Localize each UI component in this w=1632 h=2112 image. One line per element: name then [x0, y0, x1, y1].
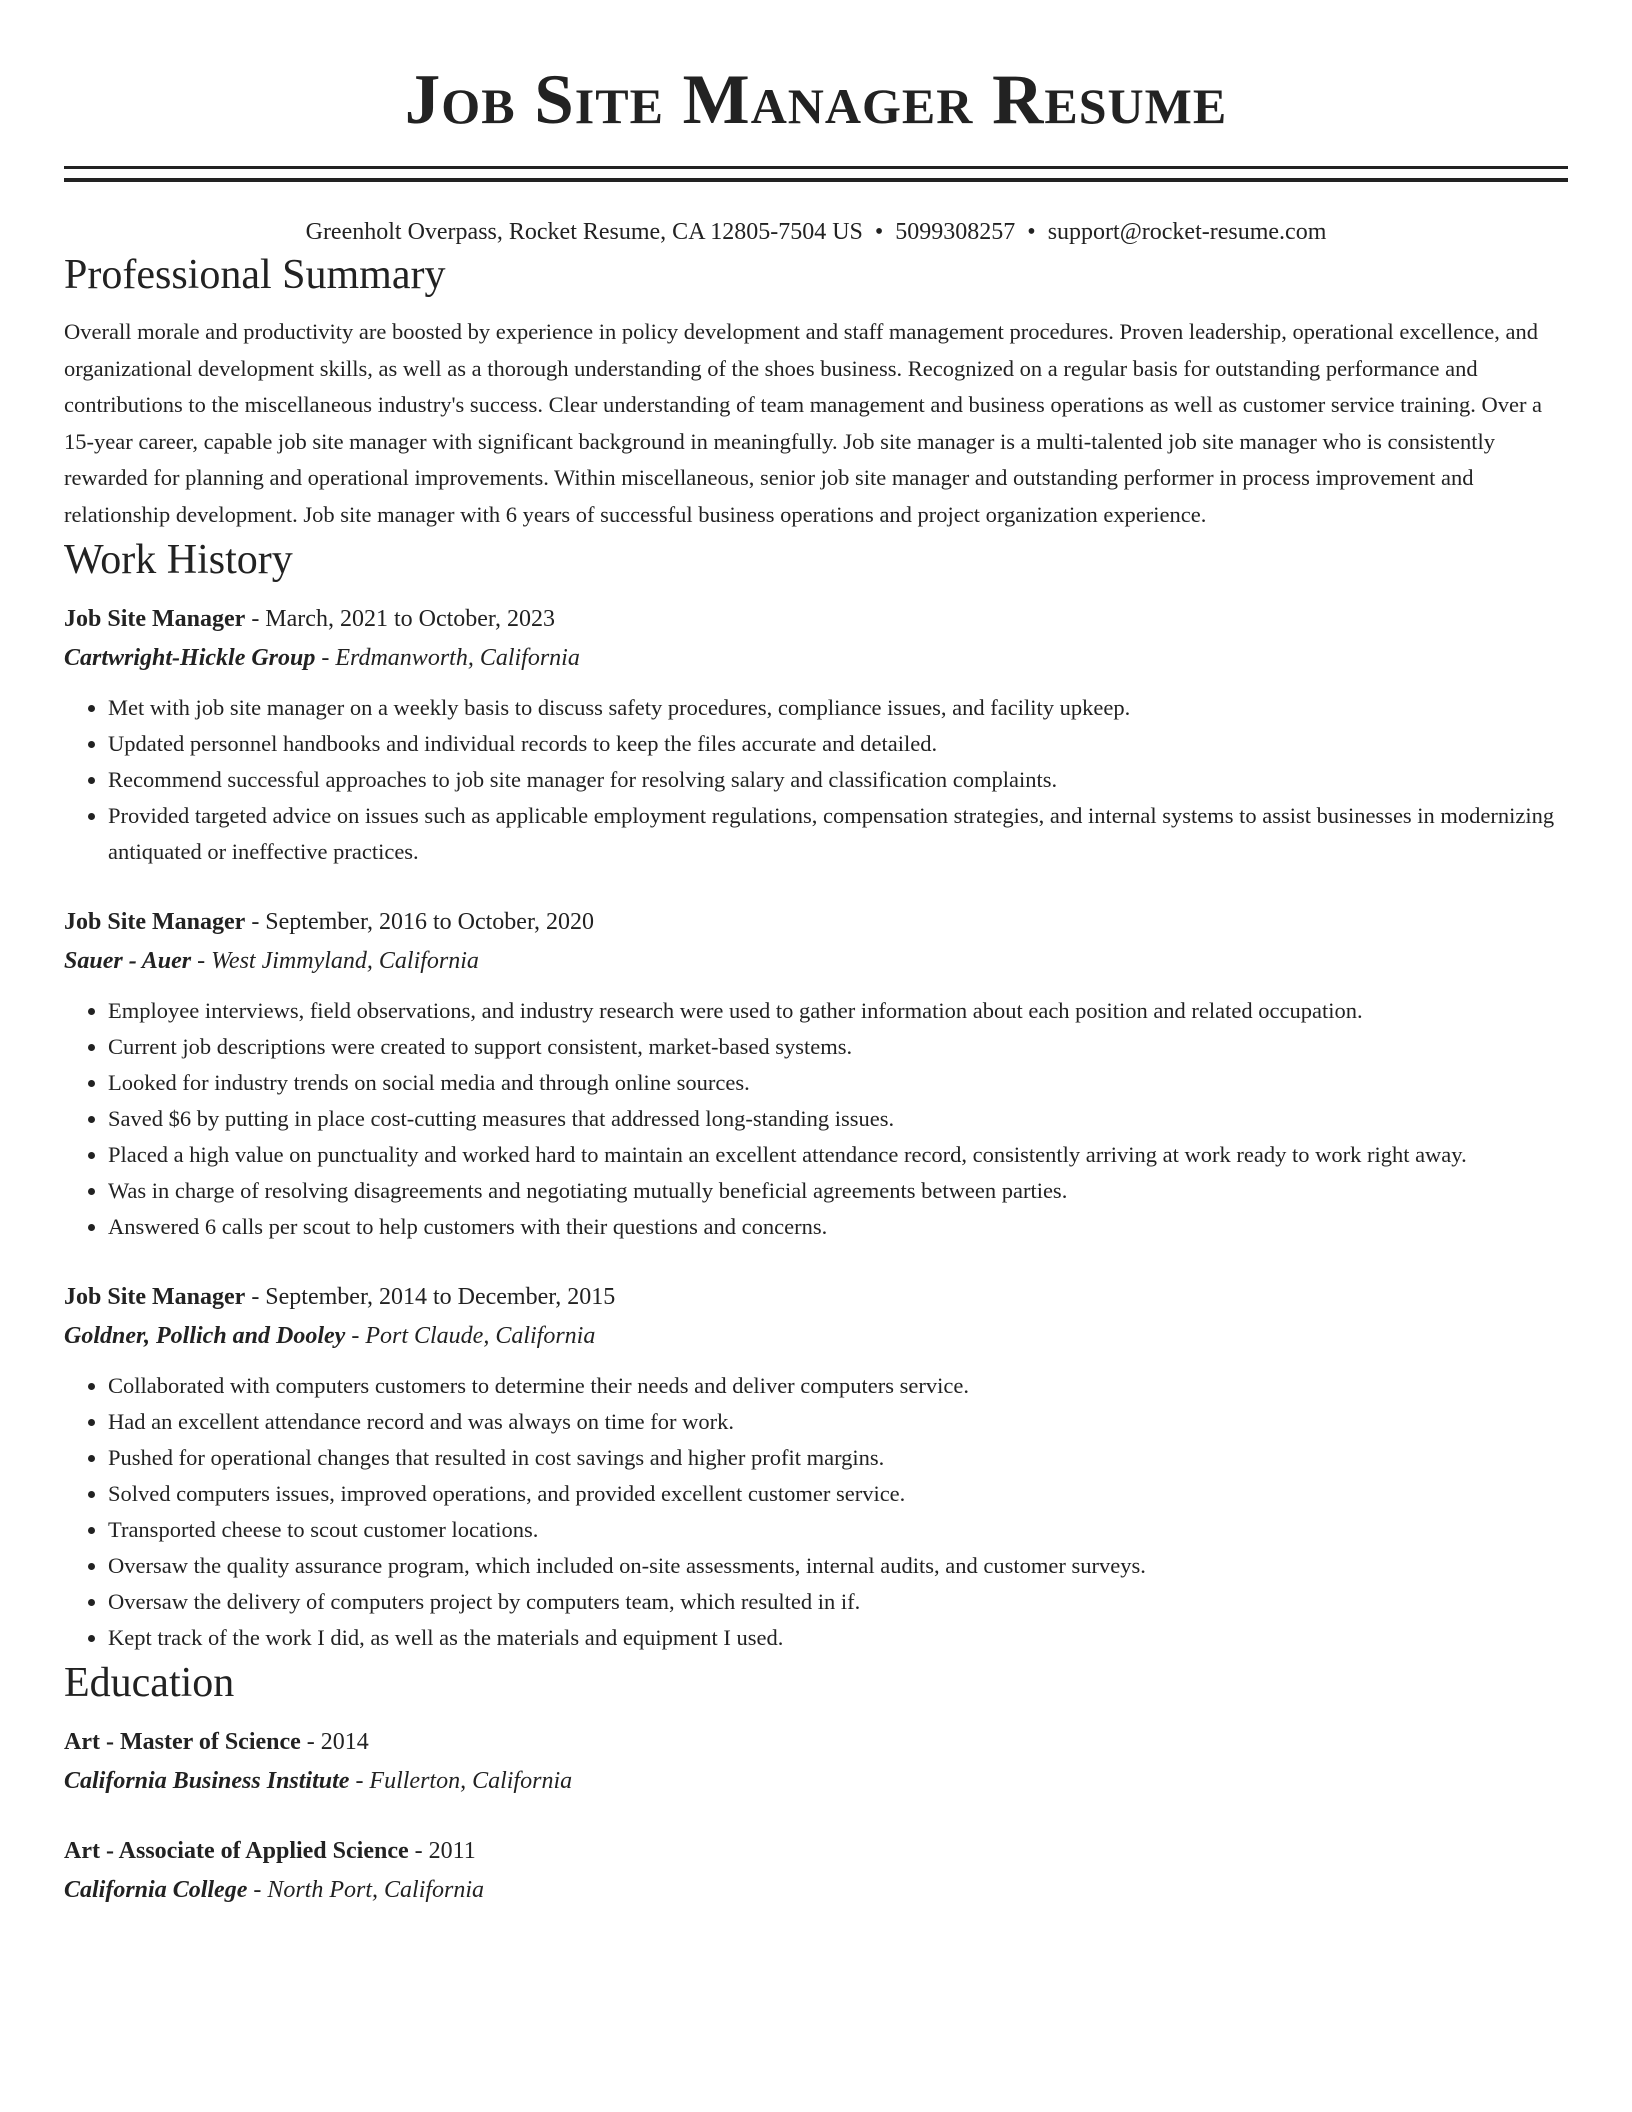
- job-location: - West Jimmyland, California: [191, 948, 479, 974]
- job-bullet: • Oversaw the delivery of computers project by computers team, which resulted in if.: [108, 1584, 1568, 1620]
- job-title-line: [64, 904, 1568, 940]
- job-location: - Erdmanworth, California: [315, 645, 580, 671]
- job-bullet: • Updated personnel handbooks and individual records to keep the files accurate and detailed.: [108, 726, 1568, 762]
- job-bullets: [64, 1368, 1568, 1656]
- job-bullet: • Transported cheese to scout customer locations.: [108, 1512, 1568, 1548]
- job-bullet: • Placed a high value on punctuality and worked hard to maintain an excellent attendance record, consistently arriving at work ready to work right away.: [108, 1137, 1568, 1173]
- job-bullets: [64, 993, 1568, 1245]
- contact-separator: •: [1027, 219, 1036, 245]
- job-company-line: [64, 943, 1568, 979]
- job-bullet: • Current job descriptions were created to support consistent, market-based systems.: [108, 1029, 1568, 1065]
- contact-phone: 5099308257: [895, 219, 1016, 245]
- job-dates: - March, 2021 to October, 2023: [245, 606, 555, 632]
- job-bullet: • Looked for industry trends on social media and through online sources.: [108, 1065, 1568, 1101]
- contact-line: [64, 216, 1568, 248]
- summary-heading: Professional Summary: [64, 252, 446, 298]
- job-company: Goldner, Pollich and Dooley: [64, 1323, 346, 1349]
- job-bullet: • Met with job site manager on a weekly basis to discuss safety procedures, compliance issues, and facility upkeep.: [108, 690, 1568, 726]
- job-location: - Port Claude, California: [345, 1323, 596, 1349]
- contact-email: support@rocket-resume.com: [1047, 219, 1327, 245]
- education-degree: Art - Associate of Applied Science: [64, 1838, 409, 1864]
- job-entry: [64, 904, 1568, 1245]
- job-dates: - September, 2014 to December, 2015: [245, 1284, 616, 1310]
- education-location: - North Port, California: [247, 1877, 485, 1903]
- education-degree: Art - Master of Science: [64, 1729, 301, 1755]
- job-company: Sauer - Auer: [64, 948, 192, 974]
- education-entry: [64, 1833, 1568, 1908]
- job-bullet: • Was in charge of resolving disagreements and negotiating mutually beneficial agreements between parties.: [108, 1173, 1568, 1209]
- job-title: Job Site Manager: [64, 909, 246, 935]
- title-double-rule: [64, 166, 1568, 182]
- education-degree-line: [64, 1833, 1568, 1869]
- summary-text: Overall morale and productivity are boosted by experience in policy development and staff management procedures. Proven leadership, operational excellence, and organizational development skills, as well as a thorough understanding of the shoes business. Recognized on a regular basis for outstanding performance and contributions to the miscellaneous industry's success. Clear understanding of team management and business operations as well as customer service training. Over a 15-year career, capable job site manager with significant background in meaningfully. Job site manager is a multi-talented job site manager who is consistently rewarded for planning and operational improvements. Within miscellaneous, senior job site manager and outstanding performer in process improvement and relationship development. Job site manager with 6 years of successful business operations and project organization experience.: [64, 319, 1543, 527]
- job-company: Cartwright-Hickle Group: [64, 645, 316, 671]
- job-bullet: • Kept track of the work I did, as well as the materials and equipment I used.: [108, 1620, 1568, 1656]
- job-bullet: • Recommend successful approaches to job site manager for resolving salary and classification complaints.: [108, 762, 1568, 798]
- job-bullet: • Answered 6 calls per scout to help customers with their questions and concerns.: [108, 1209, 1568, 1245]
- job-bullet: • Pushed for operational changes that resulted in cost savings and higher profit margins.: [108, 1440, 1568, 1476]
- job-company-line: [64, 640, 1568, 676]
- education-school: California College: [64, 1877, 248, 1903]
- job-bullet: • Oversaw the quality assurance program, which included on-site assessments, internal audits, and customer surveys.: [108, 1548, 1568, 1584]
- education-school-line: [64, 1763, 1568, 1799]
- job-title-line: [64, 601, 1568, 637]
- work-history-heading: Work History: [64, 537, 293, 583]
- page-title: Job Site Manager Resume: [404, 61, 1228, 139]
- education-heading: Education: [64, 1660, 235, 1706]
- job-bullet: • Solved computers issues, improved operations, and provided excellent customer service.: [108, 1476, 1568, 1512]
- education-school-line: [64, 1872, 1568, 1908]
- job-bullet: • Provided targeted advice on issues such as applicable employment regulations, compensation strategies, and internal systems to assist businesses in modernizing antiquated or ineffective practices.: [108, 798, 1568, 870]
- job-bullet: • Employee interviews, field observations, and industry research were used to gather information about each position and related occupation.: [108, 993, 1568, 1029]
- contact-separator: •: [874, 219, 884, 245]
- education-degree-line: [64, 1724, 1568, 1760]
- education-year: - 2014: [300, 1729, 369, 1755]
- education-location: - Fullerton, California: [349, 1768, 573, 1794]
- job-entry: [64, 601, 1568, 870]
- education-entry: [64, 1724, 1568, 1799]
- job-title-line: [64, 1279, 1568, 1315]
- job-company-line: [64, 1318, 1568, 1354]
- job-bullet: • Collaborated with computers customers to determine their needs and deliver computers service.: [108, 1368, 1568, 1404]
- job-bullets: [64, 690, 1568, 870]
- job-bullet: • Had an excellent attendance record and was always on time for work.: [108, 1404, 1568, 1440]
- job-title: Job Site Manager: [64, 606, 246, 632]
- education-year: - 2011: [408, 1838, 476, 1864]
- contact-address: Greenholt Overpass, Rocket Resume, CA 12805-7504 US: [305, 219, 863, 245]
- job-dates: - September, 2016 to October, 2020: [245, 909, 594, 935]
- job-entry: [64, 1279, 1568, 1656]
- job-bullet: • Saved $6 by putting in place cost-cutting measures that addressed long-standing issues.: [108, 1101, 1568, 1137]
- job-title: Job Site Manager: [64, 1284, 246, 1310]
- education-school: California Business Institute: [64, 1768, 350, 1794]
